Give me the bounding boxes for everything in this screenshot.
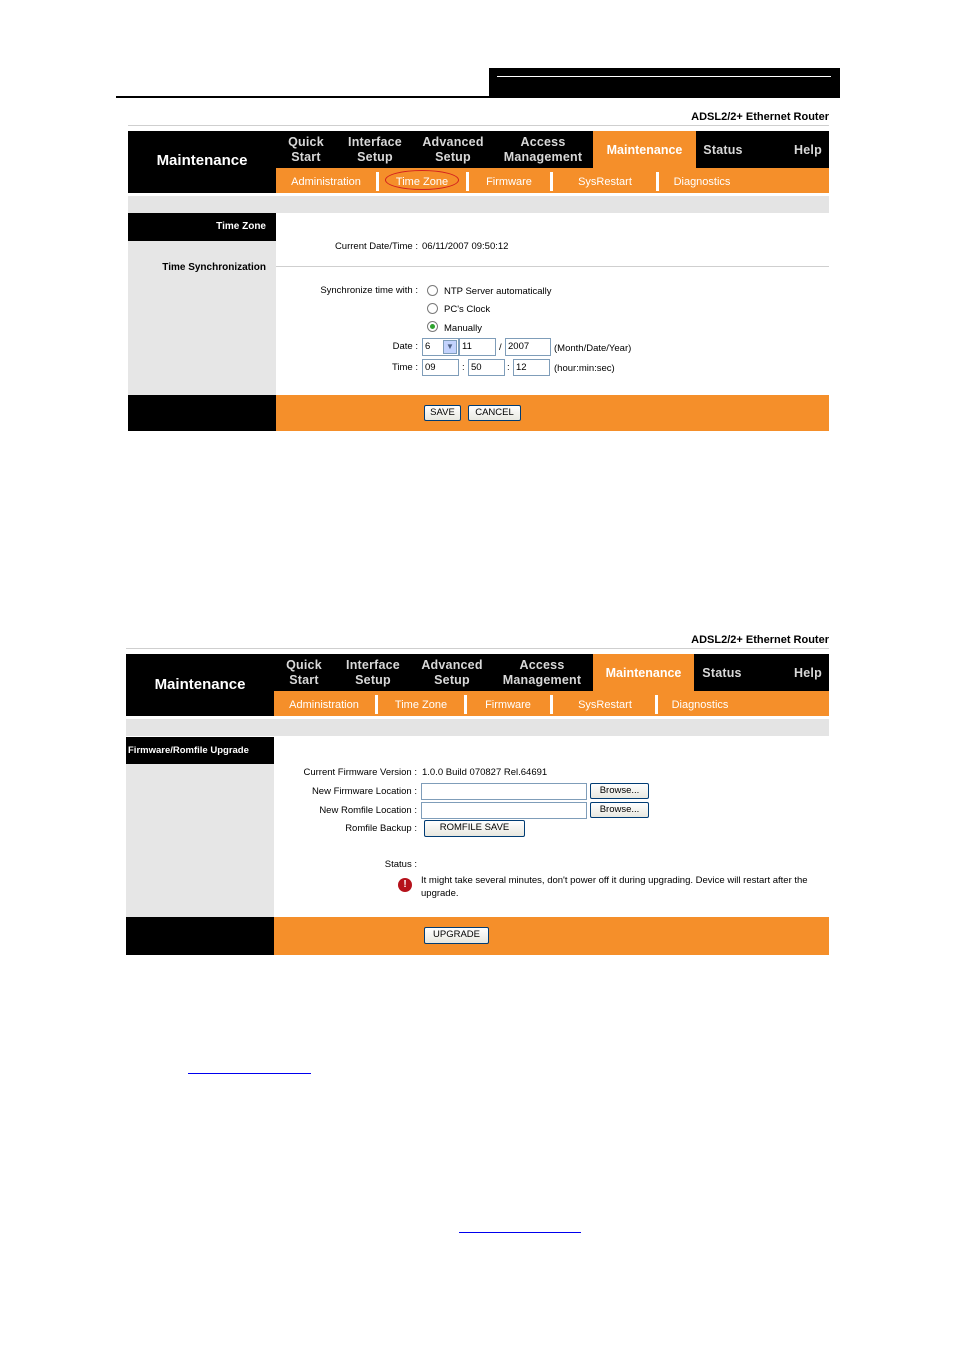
date-separator: / — [499, 342, 502, 353]
status-message: It might take several minutes, don't power off it during upgrading. Device will restart after the upgrade. — [421, 875, 808, 899]
month-select[interactable]: 6 — [422, 338, 459, 356]
firmware-version-value: 1.0.0 Build 070827 Rel.64691 — [422, 767, 548, 778]
radio-pc-clock[interactable] — [427, 303, 438, 314]
subtab-separator — [466, 172, 469, 191]
hyperlink-underline[interactable] — [459, 1232, 581, 1233]
subtab-separator — [464, 695, 467, 714]
second-input[interactable]: 12 — [513, 359, 550, 376]
subtab-firmware[interactable]: Firmware — [485, 699, 531, 711]
tab-interface-setup[interactable]: Interface Setup — [346, 658, 400, 687]
subtab-sysrestart[interactable]: SysRestart — [578, 699, 632, 711]
save-button[interactable]: SAVE — [424, 405, 461, 421]
tab-maintenance-label: Maintenance — [605, 666, 682, 680]
spacer-bar — [126, 719, 829, 736]
divider — [276, 266, 829, 267]
day-input[interactable]: 11 — [459, 338, 496, 356]
browse-romfile-button[interactable]: Browse... — [590, 802, 649, 818]
time-label: Time : — [391, 362, 418, 373]
tab-help[interactable]: Help — [794, 143, 822, 157]
section-title-time-zone: Time Zone — [128, 213, 276, 241]
page-header-rule — [497, 76, 831, 77]
time-separator: : — [462, 362, 465, 373]
subtab-time-zone[interactable]: Time Zone — [395, 176, 449, 188]
browse-firmware-button[interactable]: Browse... — [590, 783, 649, 799]
subtab-separator — [375, 695, 378, 714]
product-name: ADSL2/2+ Ethernet Router — [691, 111, 829, 123]
subtab-separator — [656, 172, 659, 191]
cancel-button[interactable]: CANCEL — [468, 405, 521, 421]
highlight-circle — [385, 170, 459, 190]
date-label: Date : — [392, 341, 418, 352]
footer-left — [126, 917, 274, 955]
footer-bar — [276, 395, 829, 431]
page-header-bar — [489, 68, 840, 96]
firmware-version-label: Current Firmware Version : — [303, 767, 417, 778]
current-datetime-label: Current Date/Time : — [334, 241, 418, 252]
subtab-time-zone[interactable]: Time Zone — [394, 699, 448, 711]
subtab-diagnostics[interactable]: Diagnostics — [671, 699, 729, 711]
sync-label: Synchronize time with : — [320, 285, 418, 296]
tab-access-management[interactable]: Access Management — [503, 135, 583, 164]
status-label: Status : — [384, 859, 417, 870]
nav-title: Maintenance — [154, 676, 246, 693]
radio-ntp-label: NTP Server automatically — [444, 286, 552, 297]
tab-advanced-setup[interactable]: Advanced Setup — [421, 658, 483, 687]
subtab-administration[interactable]: Administration — [289, 699, 359, 711]
hyperlink-underline[interactable] — [188, 1073, 311, 1074]
subtab-separator — [550, 695, 553, 714]
current-datetime-value: 06/11/2007 09:50:12 — [422, 241, 509, 252]
footer-bar — [274, 917, 829, 955]
subtab-separator — [550, 172, 553, 191]
radio-ntp[interactable] — [427, 285, 438, 296]
warning-icon: ! — [398, 878, 412, 892]
divider — [128, 125, 829, 126]
section-title-time-sync: Time Synchronization — [162, 262, 266, 273]
radio-pc-clock-label: PC's Clock — [444, 304, 491, 315]
subtab-separator — [376, 172, 379, 191]
firmware-location-label: New Firmware Location : — [311, 786, 417, 797]
time-separator: : — [507, 362, 510, 373]
time-hint: (hour:min:sec) — [554, 363, 615, 374]
minute-input[interactable]: 50 — [468, 359, 505, 376]
nav-title: Maintenance — [156, 152, 248, 169]
date-hint: (Month/Date/Year) — [554, 343, 632, 354]
side-column — [126, 764, 274, 917]
tab-help[interactable]: Help — [794, 666, 822, 680]
section-title-firmware: Firmware/Romfile Upgrade — [126, 737, 274, 764]
page-header-line — [116, 96, 840, 98]
tab-maintenance-label: Maintenance — [606, 143, 683, 157]
product-name: ADSL2/2+ Ethernet Router — [691, 634, 829, 646]
radio-manually[interactable] — [427, 321, 438, 332]
divider — [126, 648, 829, 649]
tab-interface-setup[interactable]: Interface Setup — [348, 135, 402, 164]
romfile-save-button[interactable]: ROMFILE SAVE — [424, 820, 525, 837]
romfile-location-label: New Romfile Location : — [319, 805, 417, 816]
tab-advanced-setup[interactable]: Advanced Setup — [422, 135, 484, 164]
subtab-separator — [655, 695, 658, 714]
spacer-bar — [128, 196, 829, 213]
footer-left — [128, 395, 276, 431]
hour-input[interactable]: 09 — [422, 359, 459, 376]
tab-status[interactable]: Status — [702, 666, 742, 680]
subtab-administration[interactable]: Administration — [291, 176, 361, 188]
tab-quick-start[interactable]: Quick Start — [288, 135, 324, 164]
chevron-down-icon[interactable]: ▼ — [443, 340, 457, 354]
firmware-location-input[interactable] — [421, 783, 587, 800]
upgrade-button[interactable]: UPGRADE — [424, 927, 489, 944]
subtab-firmware[interactable]: Firmware — [486, 176, 532, 188]
tab-status[interactable]: Status — [703, 143, 743, 157]
subtab-diagnostics[interactable]: Diagnostics — [673, 176, 731, 188]
tab-access-management[interactable]: Access Management — [502, 658, 582, 687]
year-input[interactable]: 2007 — [505, 338, 551, 356]
romfile-backup-label: Romfile Backup : — [345, 823, 417, 834]
romfile-location-input[interactable] — [421, 802, 587, 819]
radio-manually-label: Manually — [444, 323, 483, 334]
tab-quick-start[interactable]: Quick Start — [286, 658, 322, 687]
subtab-sysrestart[interactable]: SysRestart — [578, 176, 632, 188]
